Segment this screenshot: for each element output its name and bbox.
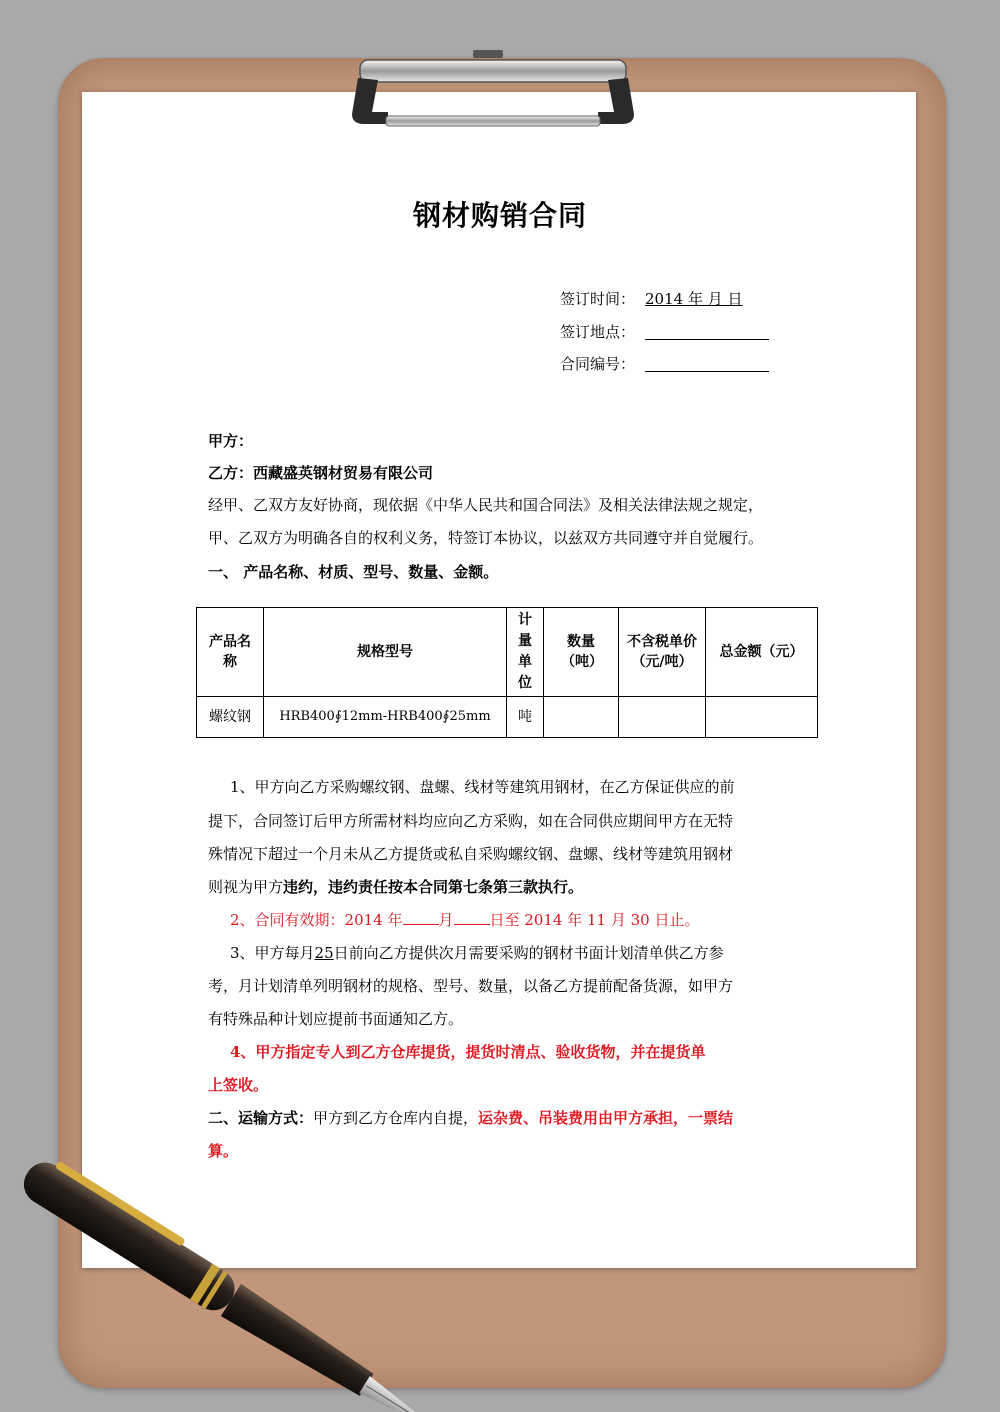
cell-unit-price[interactable] [619, 697, 706, 738]
sign-time-field[interactable]: 2014 年 月 日 [645, 290, 743, 308]
header-unit-price: 不含税单价（元/吨） [619, 608, 706, 697]
fountain-pen-icon [0, 1150, 540, 1412]
cell-product-name: 螺纹钢 [197, 697, 264, 738]
party-a: 甲方： [208, 432, 254, 450]
header-total-amount: 总金额（元） [706, 608, 818, 697]
clause3-line-2: 考，月计划清单列明钢材的规格、型号、数量，以备乙方提前配备货源，如甲方 [208, 977, 734, 995]
clause1-line-2: 提下，合同签订后甲方所需材料均应向乙方采购，如在合同供应期间甲方在无特 [208, 812, 734, 830]
header-product-name: 产品名称 [197, 608, 264, 697]
cell-quantity[interactable] [544, 697, 619, 738]
header-quantity: 数量（吨） [544, 608, 619, 697]
sign-time-label: 签订时间： [560, 290, 636, 308]
table-header-row [197, 608, 818, 697]
intro-line-2: 甲、乙双方为明确各自的权利义务，特签订本协议，以兹双方共同遵守并自觉履行。 [208, 529, 764, 547]
clause3-line-1: 3、甲方每月25日前向乙方提供次月需要采购的钢材书面计划清单供乙方参 [230, 944, 724, 962]
clause4-line-2: 上签收。 [208, 1076, 269, 1094]
party-b: 乙方：西藏盛英钢材贸易有限公司 [208, 464, 434, 482]
contract-no-label: 合同编号： [560, 355, 636, 373]
intro-line-1: 经甲、乙双方友好协商，现依据《中华人民共和国合同法》及相关法律法规之规定， [208, 496, 764, 514]
header-spec: 规格型号 [264, 608, 507, 697]
product-spec-table [196, 607, 818, 738]
clipboard-clip-icon [348, 50, 638, 132]
cell-spec: HRB400∮12mm-HRB400∮25mm [264, 697, 507, 738]
contract-no-field[interactable] [645, 371, 769, 372]
sign-place-label: 签订地点： [560, 323, 636, 341]
header-unit: 计量单位 [507, 608, 544, 697]
sign-place-field[interactable] [645, 339, 769, 340]
clause2-line: 2、合同有效期：2014 年 月 日至 2014 年 11 月 30 日止。 [230, 911, 700, 929]
cell-unit: 吨 [507, 697, 544, 738]
contract-title: 钢材购销合同 [412, 199, 587, 232]
clause4-line-1: 4、甲方指定专人到乙方仓库提货，提货时清点、验收货物，并在提货单 [230, 1043, 706, 1061]
section2-line-2: 算。 [208, 1142, 239, 1160]
table-row [197, 697, 818, 738]
cell-total-amount[interactable] [706, 697, 818, 738]
clause1-line-1: 1、甲方向乙方采购螺纹钢、盘螺、线材等建筑用钢材，在乙方保证供应的前 [230, 778, 735, 796]
section2-line-1: 二、运输方式：甲方到乙方仓库内自提，运杂费、吊装费用由甲方承担，一票结 [208, 1109, 734, 1127]
section1-heading: 一、 产品名称、材质、型号、数量、金额。 [208, 563, 499, 581]
clause1-line-3: 殊情况下超过一个月未从乙方提货或私自采购螺纹钢、盘螺、线材等建筑用钢材 [208, 845, 734, 863]
clause1-line-4: 则视为甲方违约，违约责任按本合同第七条第三款执行。 [208, 878, 584, 896]
clause3-line-3: 有特殊品种计划应提前书面通知乙方。 [208, 1010, 464, 1028]
